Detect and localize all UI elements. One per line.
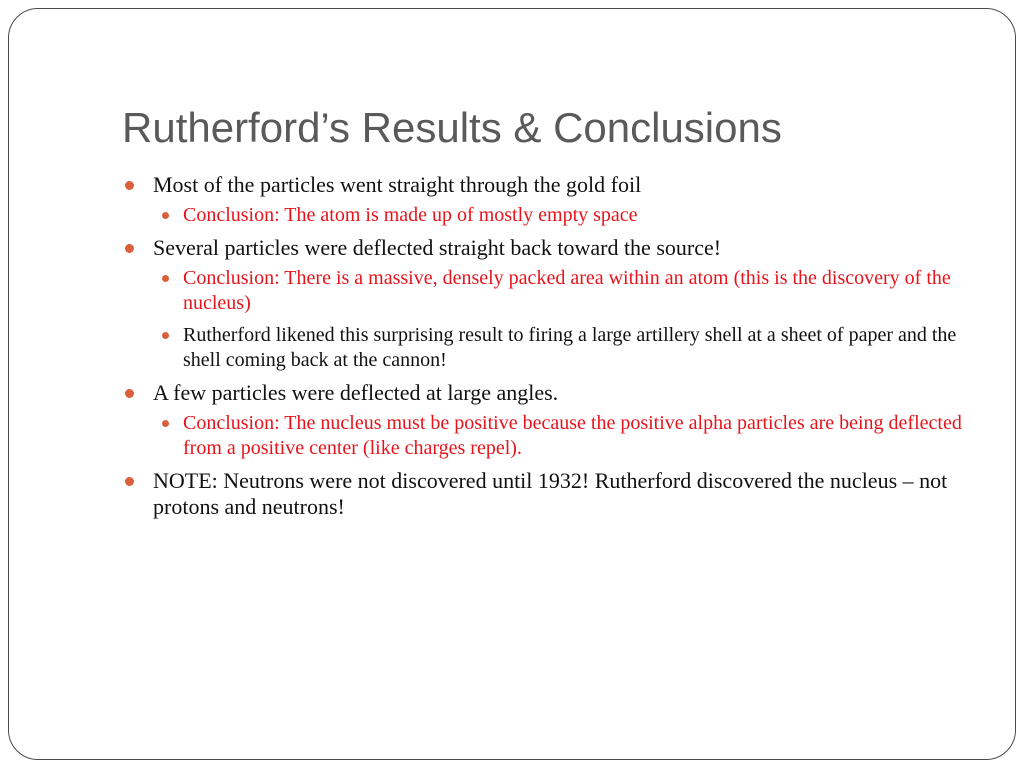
sub-bullet-list [153,203,982,228]
conclusion-item [153,266,982,316]
sub-bullet-dot-icon [162,212,169,219]
slide-frame [8,8,1016,760]
conclusion-text: Conclusion: The atom is made up of mostly empty space [183,204,638,226]
bullet-dot-icon [125,244,134,253]
sub-bullet-list [153,411,982,461]
bullet-item [122,380,982,461]
sub-bullet-list [153,266,982,373]
conclusion-item [153,203,982,228]
sub-bullet-dot-icon [162,275,169,282]
sub-bullet-dot-icon [162,332,169,339]
sub-bullet-text: Rutherford likened this surprising result to firing a large artillery shell at a sheet of paper and the shell coming back at the cannon! [183,324,957,371]
bullet-text: A few particles were deflected at large angles. [153,380,559,405]
bullet-item [122,235,982,373]
bullet-item [122,468,982,520]
bullet-item [122,172,982,228]
bullet-text: Several particles were deflected straight back toward the source! [153,235,722,260]
bullet-dot-icon [125,181,134,190]
bullet-dot-icon [125,389,134,398]
bullet-text: Most of the particles went straight through the gold foil [153,172,642,197]
conclusion-text: Conclusion: There is a massive, densely packed area within an atom (this is the discovery of the nucleus) [183,267,951,314]
slide-title: Rutherford’s Results & Conclusions [122,104,782,151]
conclusion-item [153,411,982,461]
bullet-dot-icon [125,477,134,486]
bullet-list [122,172,982,527]
sub-bullet-item [153,323,982,373]
sub-bullet-dot-icon [162,420,169,427]
conclusion-text: Conclusion: The nucleus must be positive because the positive alpha particles are being deflected from a positive center (like charges repel). [183,412,962,459]
bullet-text: NOTE: Neutrons were not discovered until 1932! Rutherford discovered the nucleus – not protons and neutrons! [153,468,948,519]
